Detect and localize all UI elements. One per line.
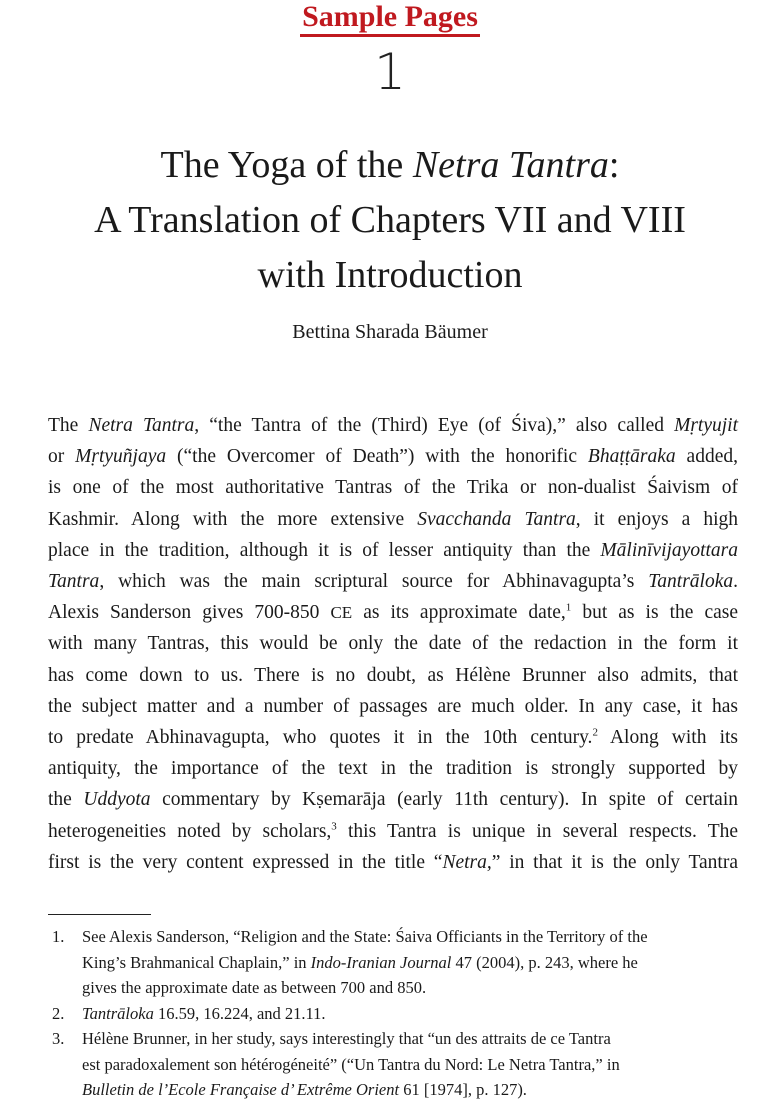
body-line: first is the very content expressed in the title “Netra,” in that it is the only Tantra xyxy=(48,851,738,873)
body-line: Kashmir. Along with the more extensive Svacchanda Tantra, it enjoys a high xyxy=(48,508,738,530)
sample-pages-banner xyxy=(0,0,780,37)
chapter-number: 1 xyxy=(374,43,406,101)
footnote-line: est paradoxalement son hétérogéneité” (“Un Tantra du Nord: Le Netra Tantra,” in xyxy=(82,1054,620,1074)
body-line: The Netra Tantra, “the Tantra of the (Third) Eye (of Śiva),” also called Mṛtyujit xyxy=(48,415,738,436)
footnote-separator xyxy=(48,914,151,915)
italic-term: Mālinīvijayottara xyxy=(600,539,738,561)
banner-label: Sample Pages xyxy=(300,0,480,37)
body-line: the Uddyota commentary by Kṣemarāja (early 11th century). In spite of certain xyxy=(48,789,738,811)
italic-term: Bulletin de l’Ecole Française d’ Extrême Orient xyxy=(82,1080,400,1099)
italic-term: Svacchanda Tantra xyxy=(417,508,576,530)
chapter-title xyxy=(0,138,780,303)
footnote-line: Tantrāloka 16.59, 16.224, and 21.11. xyxy=(82,1003,326,1023)
footnote-ref[interactable]: 3 xyxy=(331,820,337,833)
footnote-number: 1. xyxy=(52,927,65,946)
italic-term: Uddyota xyxy=(83,789,151,811)
body-line: with many Tantras, this would be only the date of the redaction in the form it xyxy=(48,633,738,655)
footnote-line: Hélène Brunner, in her study, says interestingly that “un des attraits de ce Tantra xyxy=(82,1029,611,1048)
author-name: Bettina Sharada Bäumer xyxy=(292,321,488,343)
title-line-1 xyxy=(0,138,780,193)
italic-term: Netra Tantra xyxy=(88,415,195,436)
footnote-text xyxy=(82,1026,740,1103)
body-line: antiquity, the importance of the text in the tradition is strongly supported by xyxy=(48,758,738,780)
italic-term: Tantra xyxy=(48,571,100,593)
title-line-3: with Introduction xyxy=(257,254,523,296)
body-line: has come down to us. There is no doubt, as Hélène Brunner also admits, that xyxy=(48,664,738,686)
body-paragraph xyxy=(48,410,738,878)
footnotes xyxy=(48,924,740,1103)
body-line: Tantra, which was the main scriptural source for Abhinavagupta’s Tantrāloka. xyxy=(48,571,738,593)
footnote-line: Bulletin de l’Ecole Française d’ Extrême Orient 61 [1974], p. 127). xyxy=(82,1080,527,1099)
body-line: the subject matter and a number of passages are much older. In any case, it has xyxy=(48,695,738,717)
footnote-ref[interactable]: 2 xyxy=(592,726,598,739)
footnote-line: See Alexis Sanderson, “Religion and the State: Śaiva Officiants in the Territory of the xyxy=(82,927,648,946)
italic-term: Mṛtyuñjaya xyxy=(75,446,167,468)
italic-term: Tantrāloka xyxy=(82,1003,154,1023)
footnote-item xyxy=(48,1001,740,1027)
footnote-text xyxy=(82,924,740,1001)
title-line-2: A Translation of Chapters VII and VIII xyxy=(94,199,686,241)
footnote-number: 3. xyxy=(52,1029,65,1048)
body-line: to predate Abhinavagupta, who quotes it in the 10th century.$^2$ Along with its xyxy=(48,726,738,749)
footnote-line: King’s Brahmanical Chaplain,” in Indo-Iranian Journal 47 (2004), p. 243, where he xyxy=(82,952,638,972)
footnote-item xyxy=(48,924,740,1001)
body-line: place in the tradition, although it is of lesser antiquity than the Mālinīvijayottara xyxy=(48,539,738,561)
title-line-1-italic: Netra Tantra xyxy=(412,144,609,186)
footnote-ref[interactable]: 1 xyxy=(565,601,572,614)
italic-term: Mṛtyujit xyxy=(674,415,738,436)
italic-term: Tantrāloka xyxy=(648,571,734,593)
body-line: heterogeneities noted by scholars,$^3$ this Tantra is unique in several respects. The xyxy=(48,820,739,842)
italic-term: Indo-Iranian Journal xyxy=(310,952,452,972)
italic-term: Netra, xyxy=(442,851,492,873)
body-line: is one of the most authoritative Tantras of the Trika or non-dualist Śaivism of xyxy=(48,477,738,499)
small-caps-text: CE xyxy=(330,603,353,623)
body-line: Alexis Sanderson gives 700-850 CE as its approximate date,$^1$ but as is the case xyxy=(48,601,739,624)
body-line: or Mṛtyuñjaya (“the Overcomer of Death”) with the honorific Bhaṭṭāraka added, xyxy=(48,446,738,468)
footnote-item xyxy=(48,1026,740,1103)
footnote-line: gives the approximate date as between 700 and 850. xyxy=(82,978,427,997)
footnote-number: 2. xyxy=(52,1003,65,1023)
footnote-text xyxy=(82,1001,740,1027)
title-line-1-prefix: The Yoga of the xyxy=(160,144,413,186)
title-line-1-suffix: : xyxy=(608,144,620,186)
italic-term: Bhaṭṭāraka xyxy=(587,446,676,468)
